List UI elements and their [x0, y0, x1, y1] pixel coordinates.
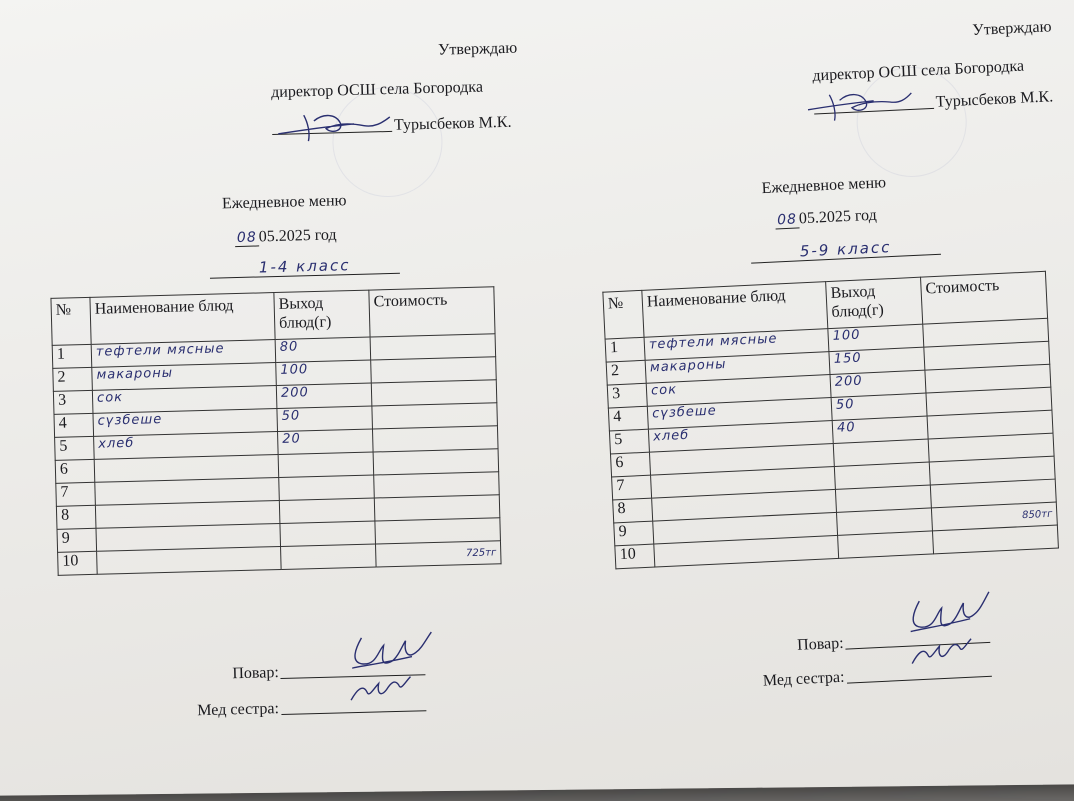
- row-no: 2: [53, 367, 93, 391]
- row-output: [838, 531, 934, 558]
- row-no: 3: [607, 383, 647, 408]
- row-cost: [372, 426, 498, 452]
- nurse-label: Мед сестра:: [197, 700, 280, 720]
- header-cost: Стоимость: [369, 287, 495, 337]
- approval-title: Утверждаю: [972, 18, 1052, 39]
- row-output: 20: [278, 429, 374, 454]
- row-no: 9: [57, 528, 97, 552]
- row-cost: [370, 334, 496, 360]
- document-title: Ежедневное меню: [221, 192, 347, 213]
- header-output: Выход блюд(г): [274, 290, 370, 339]
- row-output: [279, 475, 375, 500]
- row-output: 100: [276, 360, 372, 385]
- document-date: [235, 226, 337, 247]
- date-day: 08: [775, 211, 800, 229]
- row-output: 40: [832, 416, 928, 443]
- cook-signature: [331, 626, 443, 719]
- menu-table: [50, 286, 501, 576]
- date-rest: 05.2025 год: [258, 226, 337, 246]
- header-no: №: [51, 297, 91, 345]
- row-cost: [375, 541, 501, 567]
- row-output: 200: [830, 370, 926, 397]
- row-no: 10: [615, 544, 655, 569]
- row-name: тефтели мясные: [91, 340, 276, 368]
- row-cost: [374, 495, 500, 521]
- director-signature: [273, 103, 394, 146]
- row-name: сүзбеше: [93, 409, 278, 437]
- cook-signature: [889, 585, 1003, 680]
- document-title: Ежедневное меню: [761, 174, 887, 198]
- row-no: 7: [612, 475, 652, 500]
- row-no: 2: [606, 360, 646, 385]
- row-output: [279, 498, 375, 523]
- row-name: макароны: [645, 352, 830, 384]
- row-no: 6: [610, 452, 650, 477]
- row-name: хлеб: [648, 421, 833, 453]
- row-no: 10: [58, 551, 98, 575]
- row-output: 80: [275, 337, 371, 362]
- date-rest: 05.2025 год: [798, 206, 878, 228]
- row-output: 50: [831, 393, 927, 420]
- row-output: 200: [276, 383, 372, 408]
- class-label: 1-4 класс: [209, 255, 399, 279]
- row-output: 150: [829, 347, 925, 374]
- row-no: 6: [55, 459, 95, 483]
- row-no: 1: [605, 337, 645, 362]
- row-no: 1: [52, 344, 92, 368]
- row-output: 100: [828, 324, 924, 351]
- row-no: 5: [609, 429, 649, 454]
- row-name: сок: [646, 375, 831, 407]
- row-output: [281, 544, 377, 569]
- row-no: 3: [53, 390, 93, 414]
- approval-signer: Турысбеков М.К.: [935, 88, 1054, 111]
- header-name: Наименование блюд: [90, 293, 275, 345]
- row-name: хлеб: [94, 432, 279, 460]
- row-name: сок: [92, 386, 277, 414]
- approval-title: Утверждаю: [437, 39, 518, 59]
- row-no: 8: [56, 505, 96, 529]
- nurse-label: Мед сестра:: [762, 668, 845, 690]
- row-cost: [373, 449, 499, 475]
- menu-table: [602, 271, 1059, 570]
- row-output: [278, 452, 374, 477]
- row-cost: [375, 518, 501, 544]
- header-output: Выход блюд(г): [826, 277, 923, 328]
- row-output: [280, 521, 376, 546]
- approval-signer: Турысбеков М.К.: [393, 113, 512, 134]
- row-name: сүзбеше: [647, 398, 832, 430]
- row-name: [97, 546, 282, 574]
- class-label: 5-9 класс: [750, 236, 941, 264]
- row-name: макароны: [92, 363, 277, 391]
- cook-label: Повар:: [796, 634, 845, 654]
- cook-label: Повар:: [232, 664, 280, 683]
- row-output: 50: [277, 406, 373, 431]
- row-no: 4: [608, 406, 648, 431]
- row-no: 8: [613, 498, 653, 523]
- header-no: №: [603, 290, 644, 339]
- row-cost: [374, 472, 500, 498]
- row-no: 7: [56, 482, 96, 506]
- approval-role: директор ОСШ села Богородка: [270, 78, 484, 102]
- row-no: 4: [54, 413, 94, 437]
- total-cost: 850тг: [1021, 508, 1053, 522]
- row-no: 5: [55, 436, 95, 460]
- row-no: 9: [614, 521, 654, 546]
- header-cost: Стоимость: [921, 271, 1048, 324]
- row-cost: [371, 380, 497, 406]
- total-cost: 725тг: [465, 547, 497, 560]
- approval-role: директор ОСШ села Богородка: [812, 57, 1025, 85]
- director-signature: [803, 85, 915, 126]
- row-cost: [372, 403, 498, 429]
- row-cost: [371, 357, 497, 383]
- header-name: Наименование блюд: [642, 282, 828, 338]
- row-name: тефтели мясные: [644, 329, 829, 361]
- date-day: 08: [235, 229, 259, 247]
